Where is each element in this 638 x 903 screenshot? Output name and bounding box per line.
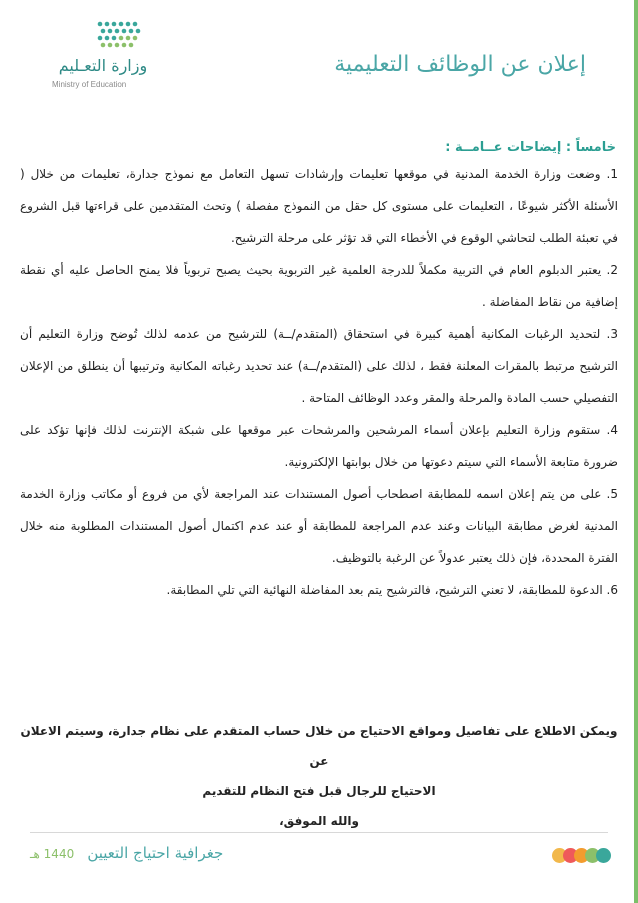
item-number: 5. [606,487,618,501]
list-item [20,254,618,318]
closing-line-2: الاحتياج للرجال قبل فتح النظام للتقديم [202,784,436,798]
item-text: على من يتم إعلان اسمه للمطابقة اصطحاب أصول المستندات عند المراجعة لأي من فروع أو مكاتب وزارة الخدمة المدنية لغرض مطابقة البيانات وعند عدم المراجعة للمطابقة أو عند عدم اكتمال أصول المستندات المطلوبة منه خلال الفترة المحددة، فإن ذلك يعتبر عدولاً عن الرغبة بالتوظيف. [20,487,618,565]
closing-line-1: ويمكن الاطلاع على تفاصيل ومواقع الاحتياج من خلال حساب المتقدم على نظام جدارة، وسيتم الاعلان عن [20,724,618,768]
item-text: يعتبر الدبلوم العام في التربية مكملاً للدرجة العلمية غير التربوية بحيث يصبح تربوياً فلا يمنح الحاصل عليه أي نقطة إضافية من نقاط المفاضلة . [20,263,618,309]
closing-line-3: والله الموفق، [279,814,359,828]
item-number: 1. [606,167,618,181]
list-item [20,414,618,478]
item-text: الدعوة للمطابقة، لا تعني الترشيح، فالترشيح يتم بعد المفاضلة النهائية التي تلي المطابقة. [166,583,603,597]
ministry-logo [40,18,170,96]
ministry-logo-icon [40,18,170,58]
footer-year: 1440 هـ [30,847,75,861]
footer-caption [30,843,280,862]
logo-subtitle: Ministry of Education [52,80,127,89]
page-title: إعلان عن الوظائف التعليمية [334,52,586,77]
list-item [20,574,618,606]
logo-name: وزارة التعـليم [58,56,148,75]
list-item [20,478,618,574]
item-number: 4. [606,423,618,437]
item-number: 6. [606,583,618,597]
closing-note [20,716,618,836]
footer-dots [552,848,616,864]
right-accent-bar [634,0,638,903]
footer-divider [30,832,608,833]
section-title: خامساً : إيضاحات عــامــة : [445,140,616,155]
list-item [20,158,618,254]
item-number: 2. [606,263,618,277]
list-item [20,318,618,414]
footer-dot [596,848,611,863]
item-text: لتحديد الرغبات المكانية أهمية كبيرة في استحقاق (المتقدم/ــة) للترشيح من عدمه لذلك تُوضح وزارة التعليم أن الترشيح مرتبط بالمقرات المعلنة فقط ، لذلك على (المتقدم/ــة) عند تحديد رغباته المكانية وترتيبها أن ينطلق من الإعلان التفصيلي حسب المادة والمرحلة والمقر وعدد الوظائف المتاحة . [20,327,618,405]
footer-title: جغرافية احتياج التعيين [87,844,224,862]
notes-list [20,140,618,606]
item-number: 3. [606,327,618,341]
item-text: ستقوم وزارة التعليم بإعلان أسماء المرشحين والمرشحات عبر موقعها على شبكة الإنترنت لذلك فإنها تؤكد على ضرورة متابعة الأسماء التي سيتم دعوتها من خلال بوابتها الإلكترونية. [20,423,618,469]
item-text: وضعت وزارة الخدمة المدنية في موقعها تعليمات وإرشادات تسهل التعامل مع نموذج جدارة، تعليمات من خلال ( الأسئلة الأكثر شيوعًا ، التعليمات على مستوى كل حقل من النموذج مفصلة ) وتحث المتقدمين على قراءتها قبل الشروع في تعبئة الطلب لتحاشي الوقوع في الأخطاء التي قد تؤثر على مرحلة الترشيح. [20,167,618,245]
